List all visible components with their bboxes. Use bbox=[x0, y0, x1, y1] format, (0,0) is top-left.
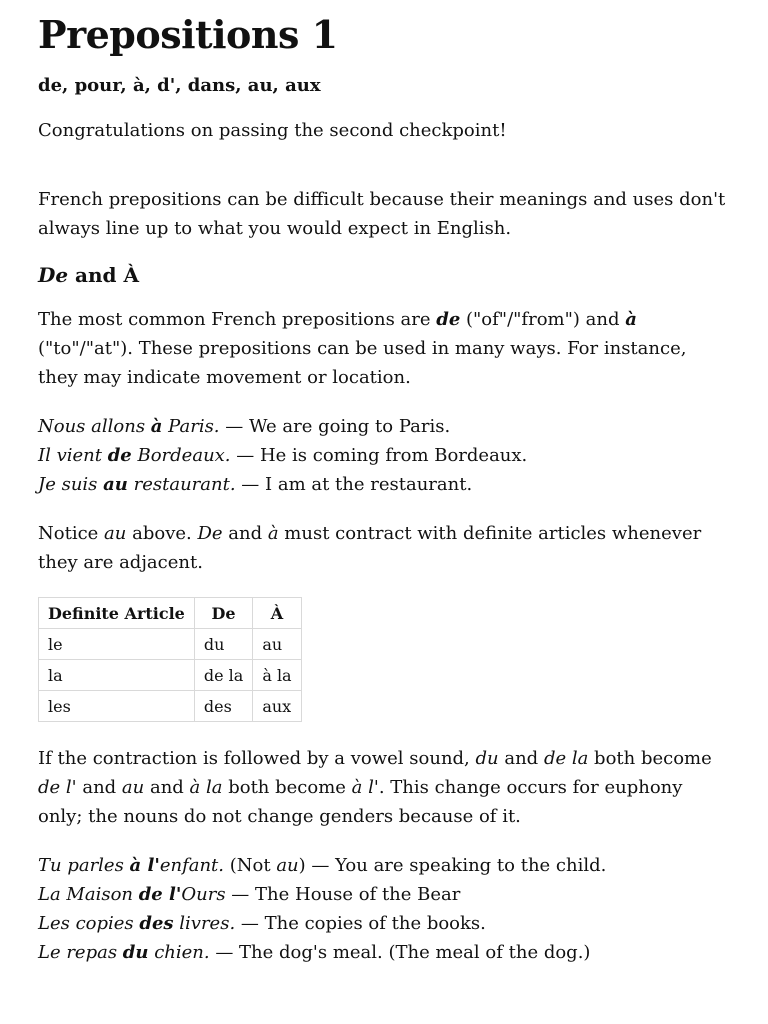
text-run: both become bbox=[222, 777, 352, 798]
example-fr: Nous allons bbox=[38, 416, 151, 437]
example-translation: ) — You are speaking to the child. bbox=[298, 855, 607, 876]
example-fr: livres. bbox=[173, 913, 236, 934]
section-heading-de-a bbox=[38, 263, 730, 287]
contraction-table bbox=[38, 597, 302, 722]
example-line bbox=[38, 880, 730, 909]
example-translation: — The House of the Bear bbox=[225, 884, 461, 905]
heading-de: De bbox=[38, 263, 69, 287]
table-header-row bbox=[39, 598, 302, 629]
text-run: and bbox=[76, 777, 122, 798]
table-row bbox=[39, 691, 302, 722]
example-fr: Il vient bbox=[38, 445, 108, 466]
text-run: ("of"/"from") and bbox=[460, 309, 626, 330]
table-row bbox=[39, 629, 302, 660]
example-fr: Paris. bbox=[162, 416, 220, 437]
term-de-l: de l' bbox=[38, 777, 77, 798]
term-a: à bbox=[267, 523, 279, 544]
table-cell: les bbox=[39, 691, 195, 722]
intro-paragraph: French prepositions can be difficult because their meanings and uses don't always line up to what you would expect in English. bbox=[38, 189, 726, 239]
term-a-la: à la bbox=[189, 777, 223, 798]
examples-movement bbox=[38, 412, 730, 499]
example-translation: — I am at the restaurant. bbox=[235, 474, 473, 495]
text-run: both become bbox=[588, 748, 712, 769]
table-cell: de la bbox=[194, 660, 252, 691]
heading-a: À bbox=[123, 263, 140, 287]
text-run: Notice bbox=[38, 523, 105, 544]
text-run: and bbox=[144, 777, 190, 798]
text-run: . This change occurs for euphony only; the nouns do not change genders because of it. bbox=[38, 777, 683, 827]
example-translation: — The copies of the books. bbox=[235, 913, 486, 934]
example-line bbox=[38, 938, 730, 967]
table-cell: aux bbox=[253, 691, 301, 722]
table-cell: des bbox=[194, 691, 252, 722]
example-translation: — The dog's meal. (The meal of the dog.) bbox=[209, 942, 591, 963]
text-run: If the contraction is followed by a vowel sound, bbox=[38, 748, 476, 769]
example-note: (Not bbox=[224, 855, 277, 876]
table-header-cell: À bbox=[253, 598, 301, 629]
example-prep: des bbox=[139, 913, 174, 934]
example-fr: enfant. bbox=[159, 855, 225, 876]
example-prep: du bbox=[122, 942, 149, 963]
contraction-paragraph bbox=[38, 744, 730, 831]
table-cell: du bbox=[194, 629, 252, 660]
example-note-term: au bbox=[276, 855, 299, 876]
example-line bbox=[38, 412, 730, 441]
table-header-cell: De bbox=[194, 598, 252, 629]
lesson-subtitle: de, pour, à, d', dans, au, aux bbox=[38, 75, 321, 96]
term-au: au bbox=[121, 777, 145, 798]
example-line bbox=[38, 851, 730, 880]
heading-and: and bbox=[68, 263, 124, 287]
example-fr: Tu parles bbox=[38, 855, 130, 876]
text-run: ("to"/"at"). These prepositions can be used in many ways. For instance, they may indicate movement or location. bbox=[38, 338, 687, 388]
text-run: above. bbox=[126, 523, 198, 544]
term-de: De bbox=[197, 523, 223, 544]
example-fr: Bordeaux. bbox=[131, 445, 231, 466]
term-du: du bbox=[475, 748, 499, 769]
text-run: and bbox=[222, 523, 268, 544]
text-run: and bbox=[498, 748, 544, 769]
table-cell: le bbox=[39, 629, 195, 660]
term-de-la: de la bbox=[543, 748, 589, 769]
example-fr: La Maison bbox=[38, 884, 139, 905]
examples-contraction bbox=[38, 851, 730, 967]
example-translation: — We are going to Paris. bbox=[219, 416, 451, 437]
example-prep: à l' bbox=[129, 855, 160, 876]
table-cell: la bbox=[39, 660, 195, 691]
term-a-l: à l' bbox=[351, 777, 379, 798]
term-de: de bbox=[436, 309, 461, 330]
term-a: à bbox=[625, 309, 637, 330]
common-prepositions-paragraph bbox=[38, 305, 730, 392]
example-fr: Les copies bbox=[38, 913, 140, 934]
table-row bbox=[39, 660, 302, 691]
example-fr: Ours bbox=[181, 884, 226, 905]
table-header-cell: Definite Article bbox=[39, 598, 195, 629]
example-fr: Je suis bbox=[38, 474, 104, 495]
example-fr: Le repas bbox=[38, 942, 123, 963]
example-fr: chien. bbox=[148, 942, 210, 963]
example-line bbox=[38, 441, 730, 470]
table-cell: au bbox=[253, 629, 301, 660]
example-line bbox=[38, 909, 730, 938]
text-run: The most common French prepositions are bbox=[38, 309, 437, 330]
example-line bbox=[38, 470, 730, 499]
example-prep: de l' bbox=[138, 884, 182, 905]
example-prep: de bbox=[107, 445, 132, 466]
table-cell: à la bbox=[253, 660, 301, 691]
example-translation: — He is coming from Bordeaux. bbox=[230, 445, 528, 466]
text-run: must contract with definite articles whenever they are adjacent. bbox=[38, 523, 702, 573]
notice-paragraph bbox=[38, 519, 730, 577]
term-au: au bbox=[104, 523, 127, 544]
example-prep: au bbox=[103, 474, 128, 495]
page-title: Prepositions 1 bbox=[38, 12, 338, 57]
congrats-text: Congratulations on passing the second checkpoint! bbox=[38, 120, 507, 141]
example-fr: restaurant. bbox=[127, 474, 236, 495]
example-prep: à bbox=[150, 416, 163, 437]
